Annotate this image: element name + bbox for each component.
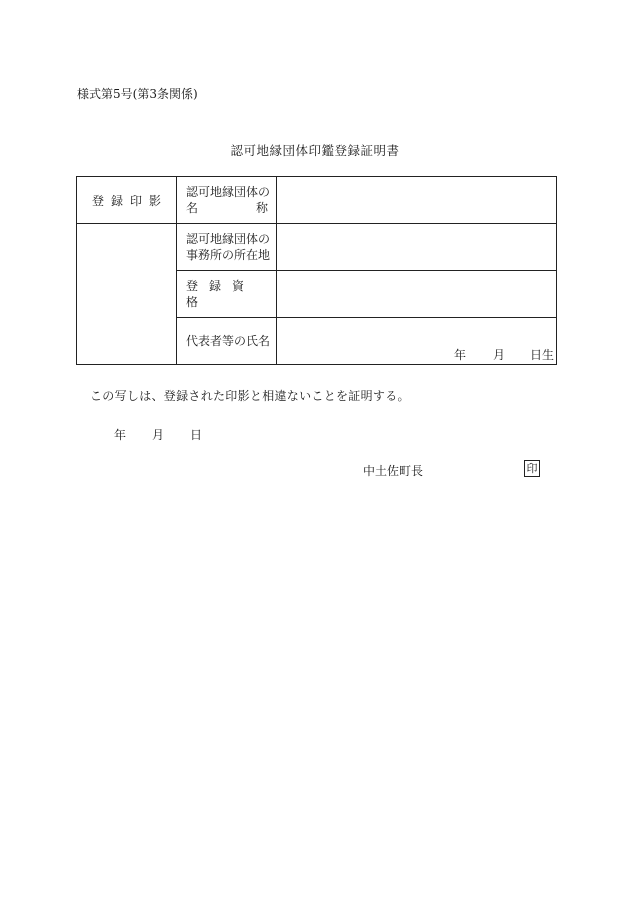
group-name-label-line2 (186, 200, 268, 216)
group-name-label-line1: 認可地縁団体の (186, 185, 271, 199)
registered-seal-image-area (77, 224, 177, 365)
group-name-value (277, 177, 557, 224)
birth-date (454, 346, 554, 363)
representative-label: 代表者等の氏名 (177, 318, 277, 365)
seal-stamp-mark: 印 (524, 460, 540, 477)
issue-date (114, 426, 228, 443)
issue-day-label: 日 (190, 428, 203, 442)
form-number: 様式第5号(第3条関係) (77, 87, 198, 101)
issuer-name: 中土佐町長 (363, 464, 424, 478)
birth-month-label: 月 (492, 348, 505, 362)
table-row-name (77, 177, 557, 224)
name-char-2: 称 (255, 201, 268, 215)
qualification-label: 登録資格 (177, 271, 277, 318)
office-address-label-line1: 認可地縁団体の (186, 232, 271, 246)
office-address-value (277, 224, 557, 271)
office-address-label (177, 224, 277, 271)
table-row-address (77, 224, 557, 271)
issue-year-label: 年 (114, 428, 127, 442)
registered-seal-label: 登録印影 (77, 177, 177, 224)
name-char-1: 名 (186, 201, 199, 215)
group-name-label (177, 177, 277, 224)
issue-month-label: 月 (152, 428, 165, 442)
qualification-value (277, 271, 557, 318)
birth-day-label: 日生 (529, 348, 554, 362)
representative-value (277, 318, 557, 365)
office-address-label-line2: 事務所の所在地 (186, 248, 271, 262)
document-title: 認可地縁団体印鑑登録証明書 (230, 143, 400, 158)
certification-statement: この写しは、登録された印影と相違ないことを証明する。 (90, 389, 410, 403)
birth-year-label: 年 (453, 348, 466, 362)
certificate-table (76, 176, 557, 365)
